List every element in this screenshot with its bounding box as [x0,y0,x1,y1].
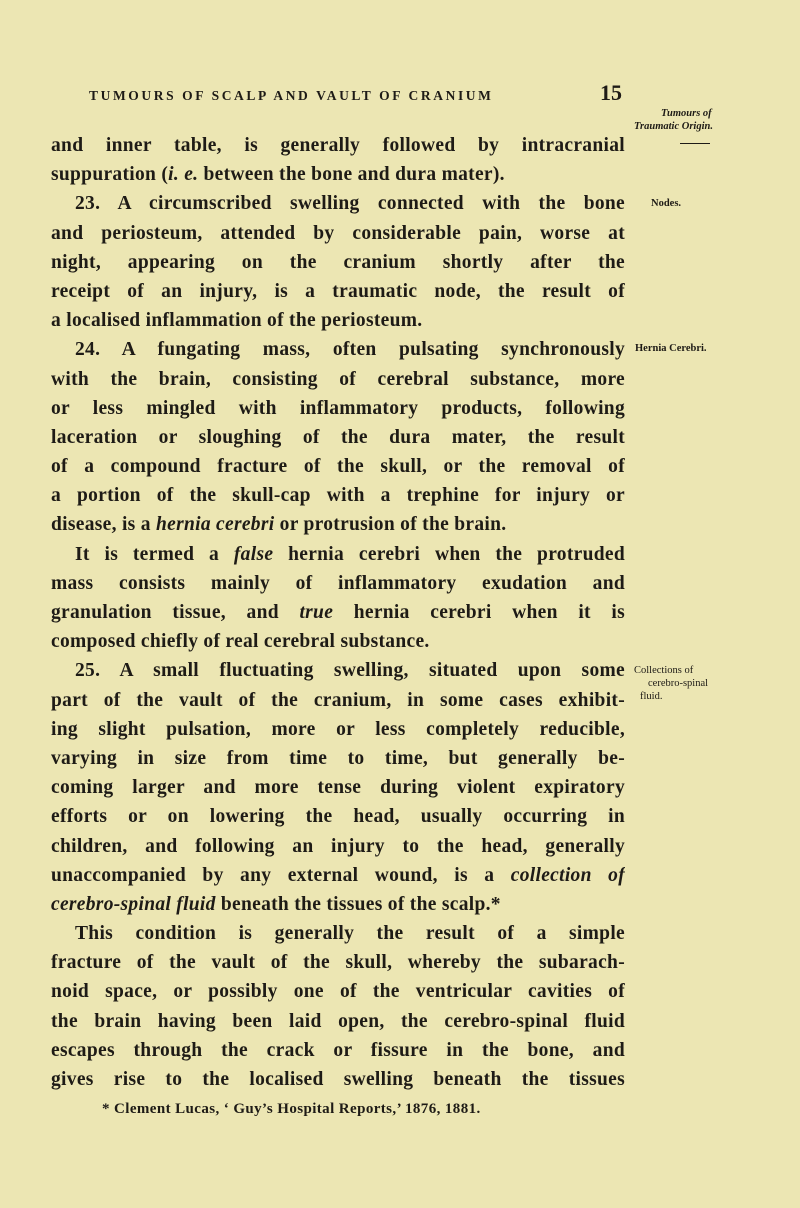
text-segment: escapes through the crack or fissure in the bone, and [51,1039,625,1061]
text-line [51,1036,625,1065]
text-line [51,510,625,539]
text-segment: hernia cerebri when it is [333,602,625,623]
text-segment: or protrusion of the brain. [274,514,507,536]
text-line [51,160,625,189]
text-segment: 24. A fungating mass, often pulsating synchronously [75,339,625,361]
text-line [51,540,625,569]
text-segment: unaccompanied by any external wound, is a [51,864,511,886]
text-segment: a portion of the skull-cap with a trephine for injury or [51,485,625,507]
text-segment: mass consists mainly of inflammatory exudation and [51,572,625,594]
text-line [51,481,625,510]
text-line [51,773,625,802]
text-line [51,890,625,919]
text-segment: ing slight pulsation, more or less completely reducible, [51,718,625,740]
text-segment: part of the vault of the cranium, in some cases exhibit- [51,689,625,711]
text-segment: coming larger and more tense during violent expiratory [51,777,625,799]
text-segment: night, appearing on the cranium shortly after the [51,251,625,273]
text-line [51,686,625,715]
text-line [51,744,625,773]
text-line [51,1007,625,1036]
margin-note-collections: cerebro-spinal [648,678,709,689]
text-line [51,948,625,977]
text-line [51,423,625,452]
text-line [51,802,625,831]
text-segment: varying in size from time to time, but generally be- [51,747,625,769]
text-line [51,335,625,364]
text-segment: granulation tissue, and [51,602,300,623]
text-segment: It is termed a [75,543,234,565]
italic-text: cerebro-spinal fluid [51,893,216,915]
text-segment: beneath the tissues of the scalp.* [215,893,501,915]
text-segment: composed chiefly of real cerebral substance. [51,631,430,653]
margin-note-section: Traumatic Origin. [634,121,713,132]
text-segment: noid space, or possibly one of the ventricular cavities of [51,981,625,1003]
text-line [51,277,625,306]
body-text [51,131,625,1094]
running-header: TUMOURS OF SCALP AND VAULT OF CRANIUM [89,88,494,103]
text-line [51,919,625,948]
italic-text: false [233,543,274,565]
text-segment: between the bone and dura mater). [198,164,505,186]
text-segment: and periosteum, attended by considerable pain, worse at [51,222,625,244]
margin-note-collections: Collections of [634,665,694,676]
text-segment: and inner table, is generally followed by intracranial [51,135,625,156]
text-segment: laceration or sloughing of the dura mater, the result [51,426,625,448]
text-segment: or less mingled with inflammatory products, following [51,397,625,419]
text-segment: This condition is generally the result of a simple [75,923,625,945]
text-segment: of a compound fracture of the skull, or the removal of [51,456,625,478]
margin-note-hernia: Hernia Cerebri. [635,343,707,354]
text-segment: hernia cerebri when the protruded [273,543,625,565]
text-line [51,189,625,218]
page-number: 15 [600,80,622,105]
text-line [51,131,625,160]
text-segment: a localised inflammation of the periosteum. [51,310,423,332]
margin-note-nodes: Nodes. [651,198,682,209]
text-segment: disease, is a [51,514,156,536]
text-segment: with the brain, consisting of cerebral substance, more [51,368,625,390]
text-line [51,715,625,744]
text-segment: receipt of an injury, is a traumatic node, the result of [51,280,625,302]
italic-text: i. e. [168,164,199,186]
text-segment: fracture of the vault of the skull, whereby the subarach- [51,952,625,974]
text-line [51,1065,625,1094]
text-line [51,627,625,656]
margin-note-collections: fluid. [640,691,663,702]
text-segment: suppuration ( [51,164,169,186]
text-line [51,219,625,248]
italic-text: hernia cerebri [155,514,275,536]
text-line [51,394,625,423]
text-line [51,977,625,1006]
text-segment: the brain having been laid open, the cerebro-spinal fluid [51,1010,625,1032]
italic-text: collection of [510,864,625,886]
text-line [51,861,625,890]
text-line [51,365,625,394]
text-line [51,452,625,481]
text-segment: 23. A circumscribed swelling connected with the bone [75,193,625,215]
text-segment: 25. A small fluctuating swelling, situated upon some [75,660,625,682]
margin-note-section: Tumours of [661,108,712,119]
text-line [51,306,625,335]
text-segment: gives rise to the localised swelling beneath the tissues [51,1069,625,1090]
footnote: * Clement Lucas, ‘ Guy’s Hospital Reports,’ 1876, 1881. [102,1101,481,1117]
text-line [51,598,625,627]
text-line [51,569,625,598]
text-line [51,656,625,685]
text-segment: children, and following an injury to the head, generally [51,835,625,857]
text-line [51,248,625,277]
italic-text: true [299,602,334,623]
text-segment: efforts or on lowering the head, usually occurring in [51,806,625,828]
margin-rule [680,143,710,144]
text-line [51,832,625,861]
